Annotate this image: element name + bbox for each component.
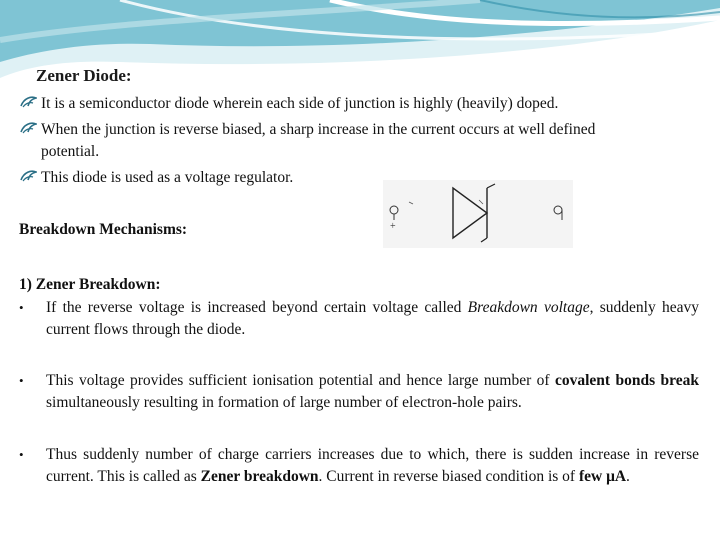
point-2-part: This voltage provides sufficient ionisation potential and hence large number of bbox=[46, 372, 555, 389]
covalent-bonds-term: covalent bonds break bbox=[554, 372, 699, 389]
point-1-part: , suddenly heavy current flows through the diode. bbox=[46, 299, 699, 338]
intro-bullet-3 bbox=[20, 167, 293, 189]
bullet-icon bbox=[20, 94, 37, 110]
zener-diode-symbol bbox=[383, 180, 573, 248]
point-3-part: Thus suddenly number of charge carriers increases due to which, there is sudden increase in reverse current. This is called as bbox=[46, 446, 699, 485]
point-3-part: . Current in reverse biased condition is of bbox=[318, 468, 579, 485]
bullet-dot-icon: • bbox=[19, 447, 24, 462]
point-2-text bbox=[46, 370, 699, 414]
intro-bullet-text-3: This diode is used as a voltage regulator. bbox=[41, 169, 294, 186]
section-heading: Breakdown Mechanisms: bbox=[19, 221, 188, 238]
bullet-dot-icon: • bbox=[19, 373, 24, 388]
bullet-dot-icon: • bbox=[19, 300, 24, 315]
point-1 bbox=[19, 297, 699, 341]
point-2 bbox=[19, 370, 699, 414]
bullet-icon bbox=[20, 168, 37, 184]
point-1-part: If the reverse voltage is increased beyond certain voltage called bbox=[46, 299, 468, 316]
bullet-icon bbox=[20, 120, 37, 136]
intro-bullet-text-2: When the junction is reverse biased, a sharp increase in the current occurs at well defined bbox=[41, 121, 596, 138]
intro-bullet-text-1: It is a semiconductor diode wherein each side of junction is highly (heavily) doped. bbox=[41, 95, 559, 112]
intro-bullet-2 bbox=[20, 119, 698, 163]
point-3-part: . bbox=[626, 468, 630, 485]
point-2-part: simultaneously resulting in formation of large number of electron-hole pairs. bbox=[46, 394, 522, 411]
point-1-text bbox=[46, 297, 699, 341]
breakdown-voltage-term: Breakdown voltage bbox=[467, 299, 590, 316]
diagram-plus-label: + bbox=[390, 221, 396, 232]
point-3-text bbox=[46, 444, 699, 488]
few-microamp-term: few μA bbox=[578, 468, 627, 485]
zener-diode-icon bbox=[383, 180, 573, 248]
intro-bullet-text-2b: potential. bbox=[41, 143, 100, 160]
zener-breakdown-term: Zener breakdown bbox=[200, 468, 319, 485]
sub-heading: 1) Zener Breakdown: bbox=[19, 276, 161, 293]
slide-title: Zener Diode: bbox=[36, 66, 132, 85]
intro-bullet-1 bbox=[20, 93, 558, 115]
point-3 bbox=[19, 444, 699, 488]
